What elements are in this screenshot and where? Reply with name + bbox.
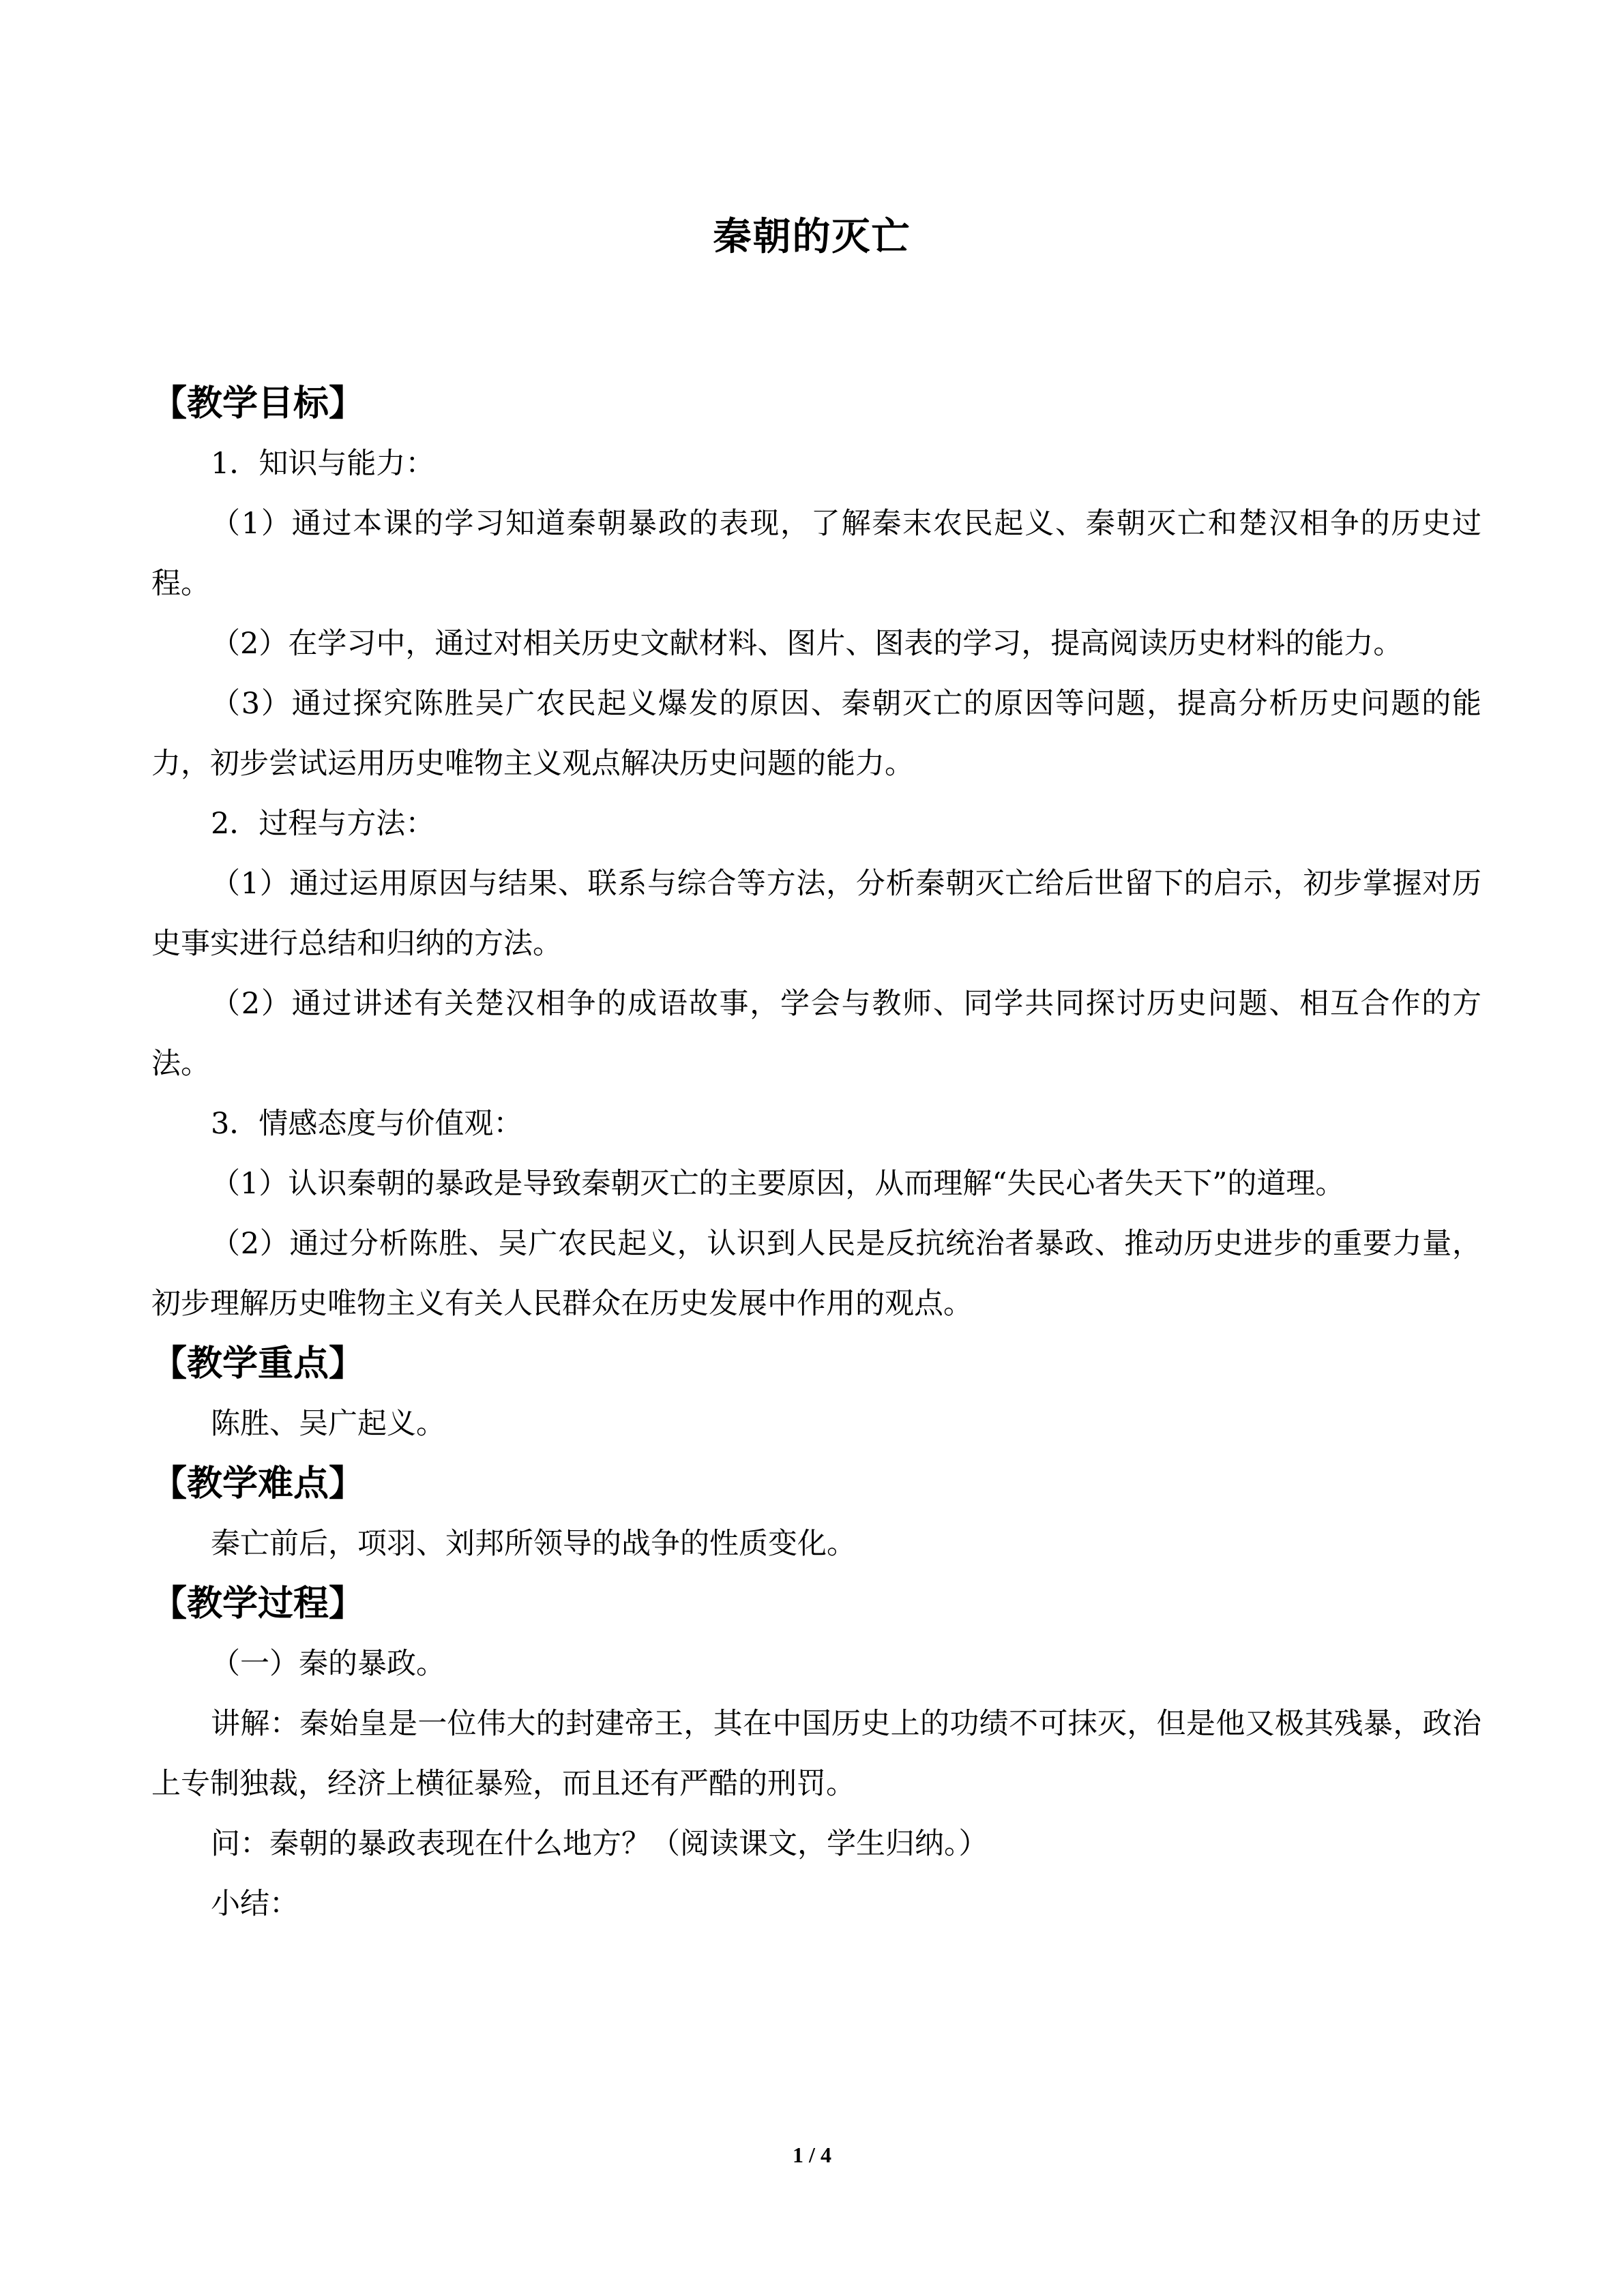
paragraph: 3．情感态度与价值观： [211,1107,523,1141]
paragraph: 问：秦朝的暴政表现在什么地方？（阅读课文，学生归纳。） [211,1827,988,1861]
paragraph: 2．过程与方法： [211,807,435,841]
paragraph: （2）在学习中，通过对相关历史文献材料、图片、图表的学习，提高阅读历史材料的能力。 [211,627,1403,661]
paragraph: 小结： [211,1887,299,1921]
paragraph: 讲解：秦始皇是一位伟大的封建帝王，其在中国历史上的功绩不可抹灭，但是他又极其残暴，政治上专制独裁，经济上横征暴殓，而且还有严酷的刑罚。 [151,1707,1481,1801]
page-title: 秦朝的灭亡 [713,215,911,259]
document-body [151,374,1481,1934]
paragraph: （1）通过运用原因与结果、联系与综合等方法，分析秦朝灭亡给后世留下的启示，初步掌握对历史事实进行总结和归纳的方法。 [151,867,1481,961]
paragraph: （1）认识秦朝的暴政是导致秦朝灭亡的主要原因，从而理解“失民心者失天下”的道理。 [211,1167,1345,1201]
paragraph: 1．知识与能力： [211,447,435,481]
section-heading-objectives: 【教学目标】 [151,383,365,424]
section-heading-difficulty: 【教学难点】 [151,1463,365,1504]
section-heading-key-point: 【教学重点】 [151,1343,365,1384]
section-heading-process: 【教学过程】 [151,1583,365,1624]
page-number: 1 / 4 [793,2143,831,2167]
paragraph: 秦亡前后，项羽、刘邦所领导的战争的性质变化。 [211,1527,856,1561]
paragraph: （1）通过本课的学习知道秦朝暴政的表现，了解秦末农民起义、秦朝灭亡和楚汉相争的历史过程。 [151,507,1481,601]
paragraph: （2）通过分析陈胜、吴广农民起义，认识到人民是反抗统治者暴政、推动历史进步的重要力量，初步理解历史唯物主义有关人民群众在历史发展中作用的观点。 [151,1227,1481,1321]
paragraph: （一）秦的暴政。 [211,1647,445,1681]
paragraph: 陈胜、吴广起义。 [211,1407,445,1441]
paragraph: （2）通过讲述有关楚汉相争的成语故事，学会与教师、同学共同探讨历史问题、相互合作的方法。 [151,987,1481,1081]
paragraph: （3）通过探究陈胜吴广农民起义爆发的原因、秦朝灭亡的原因等问题，提高分析历史问题的能力，初步尝试运用历史唯物主义观点解决历史问题的能力。 [151,687,1481,781]
